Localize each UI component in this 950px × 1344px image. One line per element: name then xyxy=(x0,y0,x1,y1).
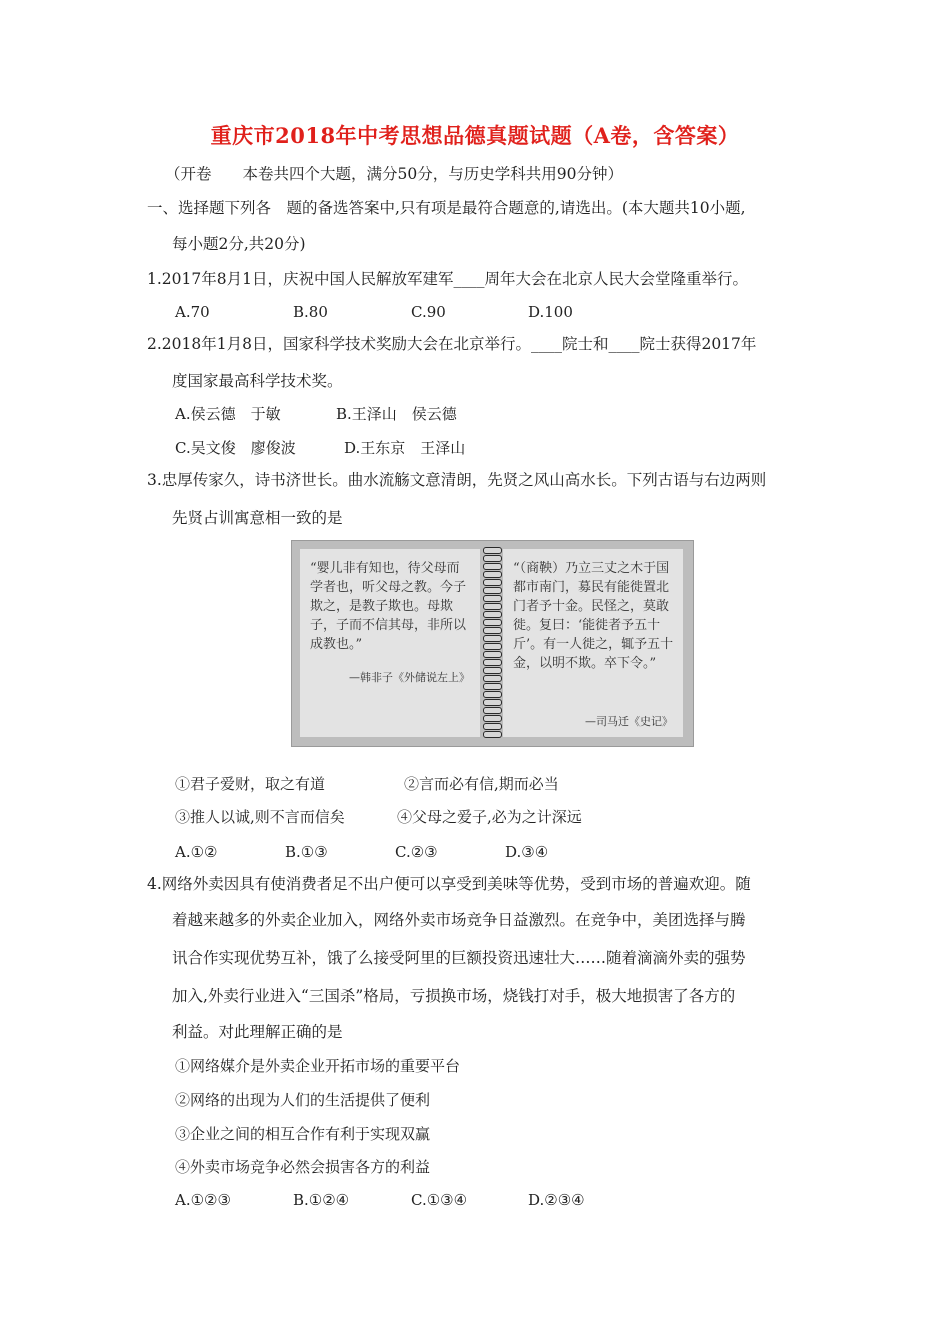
question-2-stem: 2.2018年1月8日，国家科学技术奖励大会在北京举行。____院士和____院士获得2017年 xyxy=(147,335,757,353)
question-4-stem-cont-3: 加入,外卖行业进入“三国杀”格局，亏损换市场，烧钱打对手，极大地损害了各方的 xyxy=(172,987,736,1005)
spiral-ring xyxy=(483,635,502,642)
spiral-ring xyxy=(483,611,502,618)
question-1-option-a: A.70 xyxy=(175,303,210,321)
notebook-left-quote: “婴儿非有知也，待父母而学者也，听父母之教。今子欺之，是教子欺也。母欺子，子而不信其母，非所以成教也。” xyxy=(310,561,467,652)
spiral-ring xyxy=(483,731,502,738)
spiral-ring xyxy=(483,619,502,626)
question-3-stem: 3.忠厚传家久，诗书济世长。曲水流觞文意清朗，先贤之风山高水长。下列古语与右边两则 xyxy=(147,471,767,489)
section-heading: 一、选择题下列各 题的备选答案中,只有项是最符合题意的,请选出。(本大题共10小题, xyxy=(147,199,746,217)
spiral-ring xyxy=(483,651,502,658)
question-4-item-1: ①网络媒介是外卖企业开拓市场的重要平台 xyxy=(175,1057,461,1075)
question-4-stem-cont-2: 讯合作实现优势互补，饿了么接受阿里的巨额投资迅速壮大……随着滴滴外卖的强势 xyxy=(172,949,746,967)
question-2-option-d: D.王东京 王泽山 xyxy=(344,439,466,457)
question-4-stem-cont-1: 着越来越多的外卖企业加入，网络外卖市场竞争日益激烈。在竞争中，美团选择与腾 xyxy=(172,911,746,929)
question-3-option-a: A.①② xyxy=(175,843,218,861)
question-2-option-c: C.吴文俊 廖俊波 xyxy=(175,439,296,457)
spiral-ring xyxy=(483,699,502,706)
question-4-option-c: C.①③④ xyxy=(411,1191,468,1209)
spiral-ring xyxy=(483,603,502,610)
question-4-item-4: ④外卖市场竞争必然会损害各方的利益 xyxy=(175,1158,431,1176)
question-2-stem-cont: 度国家最高科学技术奖。 xyxy=(172,372,343,390)
notebook-spiral xyxy=(480,545,503,741)
question-3-option-b: B.①③ xyxy=(285,843,328,861)
question-3-option-c: C.②③ xyxy=(395,843,438,861)
question-3-item-3: ③推人以诚,则不言而信矣 xyxy=(175,808,345,826)
spiral-ring xyxy=(483,627,502,634)
question-4-option-d: D.②③④ xyxy=(528,1191,585,1209)
question-4-item-3: ③企业之间的相互合作有利于实现双赢 xyxy=(175,1125,431,1143)
question-2-option-b: B.王泽山 侯云德 xyxy=(336,405,457,423)
notebook-left-source: —韩非子《外储说左上》 xyxy=(349,671,470,684)
spiral-ring xyxy=(483,683,502,690)
question-2-option-a: A.侯云德 于敏 xyxy=(175,405,281,423)
question-1-option-b: B.80 xyxy=(293,303,328,321)
question-1-option-c: C.90 xyxy=(411,303,446,321)
spiral-ring xyxy=(483,675,502,682)
question-1-stem: 1.2017年8月1日，庆祝中国人民解放军建军____周年大会在北京人民大会堂隆重举行。 xyxy=(147,270,748,288)
question-3-item-2: ②言而必有信,期而必当 xyxy=(404,775,559,793)
exam-note: （开卷 本卷共四个大题，满分50分，与历史学科共用90分钟） xyxy=(165,165,623,183)
spiral-ring xyxy=(483,667,502,674)
spiral-ring xyxy=(483,691,502,698)
notebook-right-source: —司马迁《史记》 xyxy=(585,715,673,728)
question-3-option-d: D.③④ xyxy=(505,843,549,861)
spiral-ring xyxy=(483,547,502,554)
notebook-right-quote: “（商鞅）乃立三丈之木于国都市南门，募民有能徙置北门者予十金。民怪之，莫敢徙。复曰：‘能徙者予五十斤’。有一人徙之，辄予五十金，以明不欺。卒下令。” xyxy=(513,561,674,671)
spiral-ring xyxy=(483,571,502,578)
question-3-item-1: ①君子爱财，取之有道 xyxy=(175,775,326,793)
spiral-ring xyxy=(483,659,502,666)
spiral-ring xyxy=(483,587,502,594)
notebook-left-page xyxy=(300,549,480,737)
spiral-ring xyxy=(483,723,502,730)
spiral-ring xyxy=(483,563,502,570)
question-4-item-2: ②网络的出现为人们的生活提供了便利 xyxy=(175,1091,431,1109)
question-4-option-a: A.①②③ xyxy=(175,1191,231,1209)
question-3-item-4: ④父母之爱子,必为之计深远 xyxy=(397,808,582,826)
spiral-ring xyxy=(483,579,502,586)
section-heading-cont: 每小题2分,共20分) xyxy=(172,235,306,253)
document-title: 重庆市2018年中考思想品德真题试题（A卷，含答案） xyxy=(210,123,740,148)
spiral-ring xyxy=(483,555,502,562)
question-1-option-d: D.100 xyxy=(528,303,573,321)
notebook-figure xyxy=(291,540,694,747)
question-4-option-b: B.①②④ xyxy=(293,1191,350,1209)
spiral-ring xyxy=(483,595,502,602)
spiral-ring xyxy=(483,707,502,714)
question-4-stem-cont-4: 利益。对此理解正确的是 xyxy=(172,1023,343,1041)
question-3-stem-cont: 先贤占训寓意相一致的是 xyxy=(172,509,343,527)
notebook-right-page xyxy=(503,549,683,737)
spiral-ring xyxy=(483,715,502,722)
question-4-stem: 4.网络外卖因具有使消费者足不出户便可以享受到美味等优势，受到市场的普遍欢迎。随 xyxy=(147,875,751,893)
spiral-ring xyxy=(483,643,502,650)
